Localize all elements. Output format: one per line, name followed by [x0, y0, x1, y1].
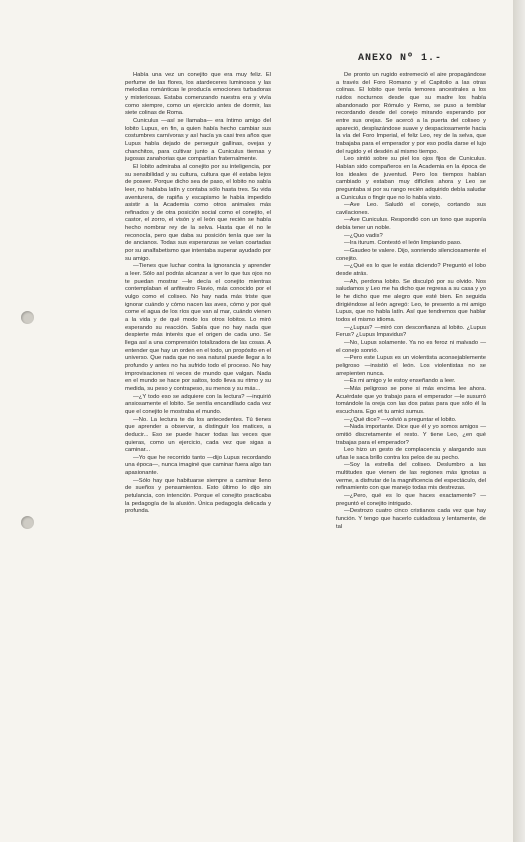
- paragraph: —Gaudeo te valere. Dijo, sonriendo silenciosamente el conejito.: [336, 248, 486, 262]
- annex-label: ANEXO Nº 1.-: [358, 53, 443, 64]
- paragraph: —Sólo hay que habituarse siempre a caminar lleno de sueños y pensamientos. Esto último lo dijo sin petulancia, con intención. Porque el conejito practicaba la pedagogía de la alusión. Única pedagogía delicada y profunda.: [125, 477, 271, 515]
- paragraph: —Pero este Lupus es un violentista aconsejablemente peligroso —insistió el león. Los violentistas no se arrepienten nunca.: [336, 355, 486, 377]
- paragraph: —Nada importante. Dice que él y yo somos amigos —omitió discretamente el resto. Y tiene Leo, ¿en qué trabajas para el emperador?: [336, 424, 486, 446]
- paragraph: —¿Qué es lo que le estás diciendo? Preguntó el lobo desde atrás.: [336, 263, 486, 278]
- paragraph: —¿Lupus? —miró con desconfianza al lobito. ¿Lupus Ferus? ¿Lupus Impavidus?: [336, 324, 486, 339]
- paragraph: —Ira iturum. Contestó el león limpiando paso.: [344, 240, 462, 247]
- paragraph: —Soy la estrella del coliseo. Deslumbro a las multitudes que vienen de las regiones más ignotas a verme, a disfrutar de la magnificencia del espectáculo, del refinamiento con que manejo todas mis destrezas.: [336, 462, 486, 492]
- paragraph: De pronto un rugido estremeció el aire propagándose a través del Foro Romano y el Capitolio a las otras colinas. El lobito que tenía temores ancestrales a los ruidos nocturnos desde que su madre los había abandonado por Rómulo y Remo, se puso a temblar recordando desde del conejo mirando esperando por entre sus orejas. Se acercó a la puerta del coliseo y apareció, desplazándose suave y despaciosamente hacia la vía del Foro Imperial, el feliz Leo, rey de la selva, que trabajaba para el emperador y por eso podía darse el lujo del rugido y el desdén al mismo tiempo.: [336, 72, 486, 155]
- paragraph: —Más peligroso se pone si más encima lee ahora. Acuérdate que yo trabajo para el emperador —le susurró tomándole la oreja con las dos patas para que sólo él la escuchara. Ego et tu amici sumus.: [336, 385, 486, 415]
- paragraph: —Tienes que luchar contra la ignorancia y aprender a leer. Sólo así podrás alcanzar a ver lo que tus ojos no te puedan mostrar —le decía el conejito mientras contemplaban el anfiteatro Flavio, más conocido por el vulgo como el coliseo. No hay nada más triste que ignorar cuándo y cómo nacen las aves, cómo y por qué come el agua de los ríos que van al mar, cuándo vienen a la vida y de qué modo los otros lobitos. Lo miró esperando su reacción. Sabía que no hay nada que despierte más interés que el origen de cada uno. Se llega así a una comprensión totalizadora de las cosas. A entender que hay un orden en el todo, un propósito en el universo. Que nada que no sea natural puede llegar a lo profundo y antes no ha sufrido todo el proceso. No hay improvisaciones ni veces de mundo que valgan. Nada en el mundo se hace por saltos, todo lleva su ritmo y su medida, su peso y contrapeso, su menos y su más...: [125, 263, 272, 392]
- paragraph: —¿Quo vadis?: [344, 232, 383, 239]
- paragraph: El lobito admiraba al conejito por su inteligencia, por su sensibilidad y su cultura, cultura que él estaba lejos de poseer. Porque dicho sea de paso, el lobito no sabía leer, no hablaba latín y contaba sólo hasta tres. Su vida aventurera, de rapiña y escapismo le había impedido asistir a la Academia como otros animales más refinados y de otra posición social como el conejito, el castor, el zorro, el visón y el león que recién se había hecho nombrar rey de la selva. Hasta que él no le reconocía, pero que daba su posición tenía que ser la de ancianos. Todas sus esperanzas se veían coartadas por su analfabetismo que intentaba superar ayudado por su amigo.: [125, 163, 271, 262]
- paragraph: —Yo que he recorrido tanto —dijo Lupus recordando una época—, nunca imaginé que caminar fuera algo tan apasionante.: [125, 454, 271, 477]
- binder-hole: [21, 311, 34, 324]
- paragraph: —Destrozo cuatro cinco cristianos cada vez que hay función. Y tengo que hacerlo cuidadosa y lentamente, de tal: [336, 508, 486, 530]
- paragraph: —No. La lectura te da los antecedentes. Tú tienes que aprender a observar, a distinguir los matices, a deducir... Eso se puede hacer todas las veces que quieras, como un ejercicio, cada vez que sigas a caminar...: [125, 416, 271, 454]
- binder-hole: [21, 516, 34, 529]
- page-edge: [513, 0, 525, 842]
- paragraph: —¿Y todo eso se adquiere con la lectura? —inquirió ansiosamente el lobito. Se sentía encandilado cada vez que el conejito le mostraba el mundo.: [125, 393, 271, 415]
- paragraph: —¿Qué dice? —volvió a preguntar el lobito.: [344, 416, 457, 423]
- paragraph: —No, Lupus solamente. Ya no es feroz ni malvado —el conejo sonrió.: [336, 339, 486, 354]
- paragraph: —Ave Cuniculus. Respondió con un tono que suponía debía tener un noble.: [336, 217, 486, 232]
- paragraph: —Ah, perdona lobito. Se disculpó por su olvido. Nos saludamos y Leo me ha dicho que regresa a su casa y yo le he dicho que me alegro que esté bien. En seguida dirigiéndose al león agregó: Leo, te presento a mi amigo Lupus, que no habla latín. Así que tendremos que hablar todos el mismo idioma.: [336, 278, 486, 323]
- right-text-column: [336, 72, 486, 531]
- left-text-column: [125, 72, 271, 516]
- paragraph: Había una vez un conejito que era muy feliz. El perfume de las flores, los atardeceres luminosos y las melodías románticas le producía emociones turbadoras y misteriosas. Estaba comenzando nuestra era y vivía como siempre, como un ejercicio antes de dormir, las siete colinas de Roma.: [125, 72, 271, 117]
- paragraph: —Es mi amigo y le estoy enseñando a leer.: [344, 378, 456, 385]
- paragraph: Cuniculus —así se llamaba— era íntimo amigo del lobito Lupus, en fin, a quien había hecho cambiar sus costumbres carnívoras y así hacía ya casi tres años que Lupus había dejado de perseguir gallinas, ovejas y chanchitos, para cultivar junto a Cuniculus tiernas y jugosas zanahorias que compartían fraternalmente.: [125, 117, 271, 163]
- paragraph: —Ave Leo. Saludó el conejo, cortando sus cavilaciones.: [336, 202, 486, 216]
- paragraph: —¿Pero, qué es lo que haces exactamente? —preguntó el conejito intrigado.: [336, 493, 486, 507]
- paragraph: Leo hizo un gesto de complacencia y alargando sus uñas le saca brillo contra los pelos de su pecho.: [336, 447, 486, 461]
- paragraph: Leo sintió sobre su piel los ojos fijos de Cuniculus. Habían sido compañeros en la Academia en la época de los ideales de juventud. Pero los tiempos habían cambiado y estaban muy difíciles ahora y Leo se preguntaba si por su rango recién adquirido debía saludar a Cuniculus o fingir que no lo había visto.: [336, 156, 486, 201]
